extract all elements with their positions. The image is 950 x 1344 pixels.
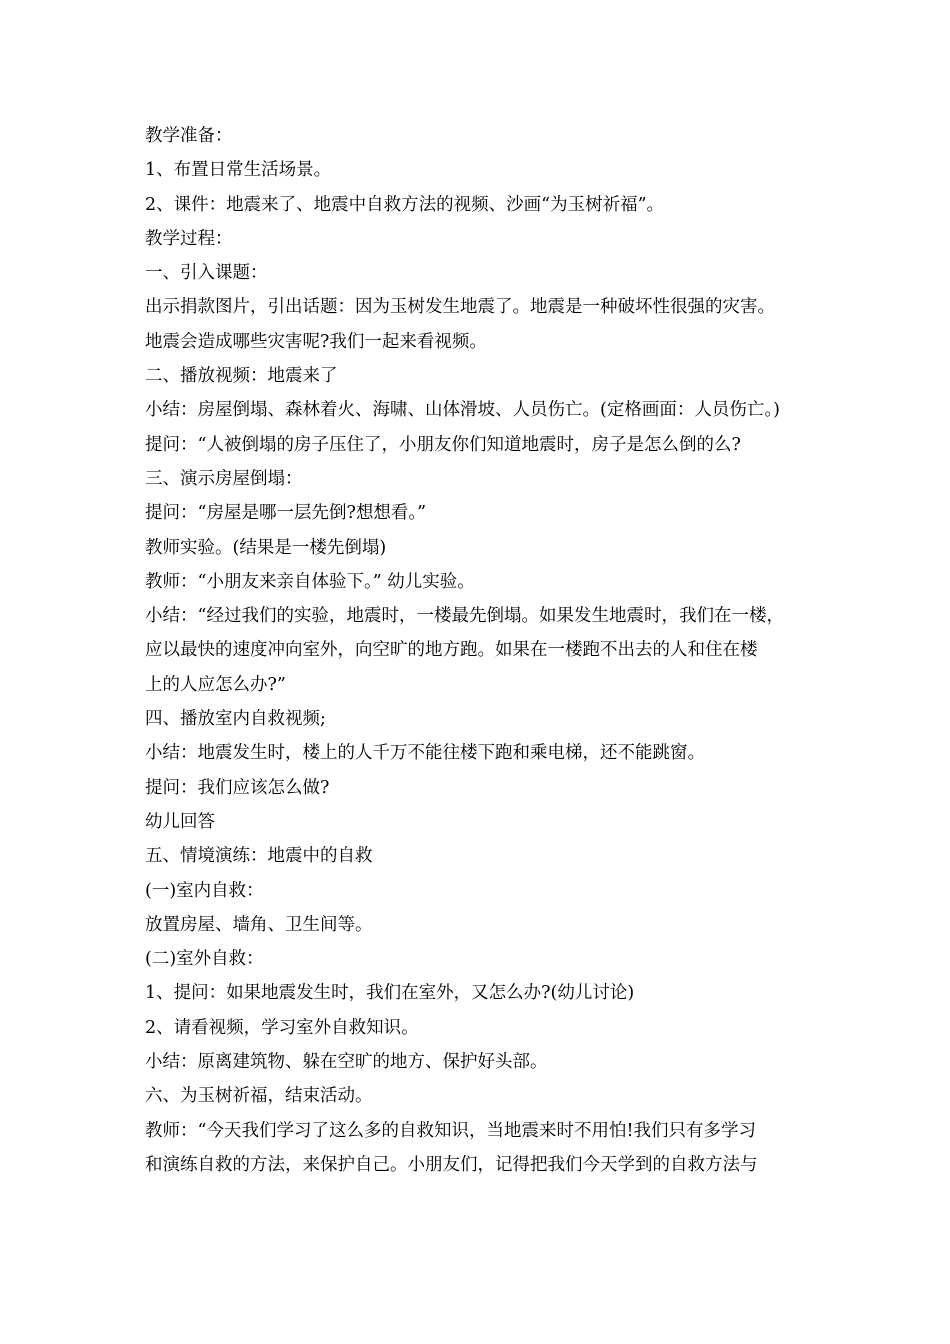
text-line: 1、布置日常生活场景。	[145, 160, 332, 181]
text-line: 幼儿回答	[145, 811, 215, 832]
text-line: 五、情境演练：地震中的自救	[145, 846, 373, 867]
text-line: 应以最快的速度冲向室外，向空旷的地方跑。如果在一楼跑不出去的人和住在楼	[145, 640, 758, 661]
document-body	[145, 119, 815, 1182]
text-line: 二、播放视频：地震来了	[145, 366, 338, 387]
text-line: 放置房屋、墙角、卫生间等。	[145, 914, 373, 935]
text-line: 2、请看视频，学习室外自救知识。	[145, 1017, 419, 1038]
text-line: 教师：“今天我们学习了这么多的自救知识，当地震来时不用怕!我们只有多学习	[145, 1120, 756, 1141]
text-line: 三、演示房屋倒塌：	[145, 468, 303, 489]
text-line: (一)室内自救：	[145, 880, 264, 901]
text-line: 1、提问：如果地震发生时，我们在室外，又怎么办?(幼儿讨论)	[145, 983, 635, 1004]
text-line: 四、播放室内自救视频;	[145, 709, 326, 730]
text-line: 一、引入课题：	[145, 263, 268, 284]
text-line: 小结：房屋倒塌、森林着火、海啸、山体滑坡、人员伤亡。(定格画面：人员伤亡。)	[145, 400, 780, 421]
text-line: 上的人应怎么办?”	[145, 674, 286, 695]
text-line: 教学过程：	[145, 228, 233, 249]
text-line: 和演练自救的方法，来保护自己。小朋友们，记得把我们今天学到的自救方法与	[145, 1154, 758, 1175]
text-line: 教学准备：	[145, 126, 233, 146]
text-line: 教师实验。(结果是一楼先倒塌)	[145, 537, 387, 558]
text-line: 教师：“小朋友来亲自体验下。” 幼儿实验。	[145, 571, 475, 592]
text-line: 提问：“人被倒塌的房子压住了，小朋友你们知道地震时，房子是怎么倒的么?	[145, 434, 741, 455]
text-line: 提问：“房屋是哪一层先倒?想想看。”	[145, 503, 427, 524]
text-line: 提问：我们应该怎么做?	[145, 777, 330, 798]
text-line: 小结：原离建筑物、躲在空旷的地方、保护好头部。	[145, 1052, 548, 1073]
text-line: (二)室外自救：	[145, 949, 264, 970]
text-line: 六、为玉树祈福，结束活动。	[145, 1086, 373, 1107]
text-line: 小结：地震发生时，楼上的人千万不能往楼下跑和乘电梯，还不能跳窗。	[145, 743, 705, 764]
text-line: 2、课件：地震来了、地震中自救方法的视频、沙画“为玉树祈福”。	[145, 194, 665, 215]
text-line: 小结：“经过我们的实验，地震时，一楼最先倒塌。如果发生地震时，我们在一楼，	[145, 606, 784, 627]
text-line: 出示捐款图片，引出话题：因为玉树发生地震了。地震是一种破坏性很强的灾害。	[145, 297, 775, 318]
text-line: 地震会造成哪些灾害呢?我们一起来看视频。	[145, 331, 487, 352]
